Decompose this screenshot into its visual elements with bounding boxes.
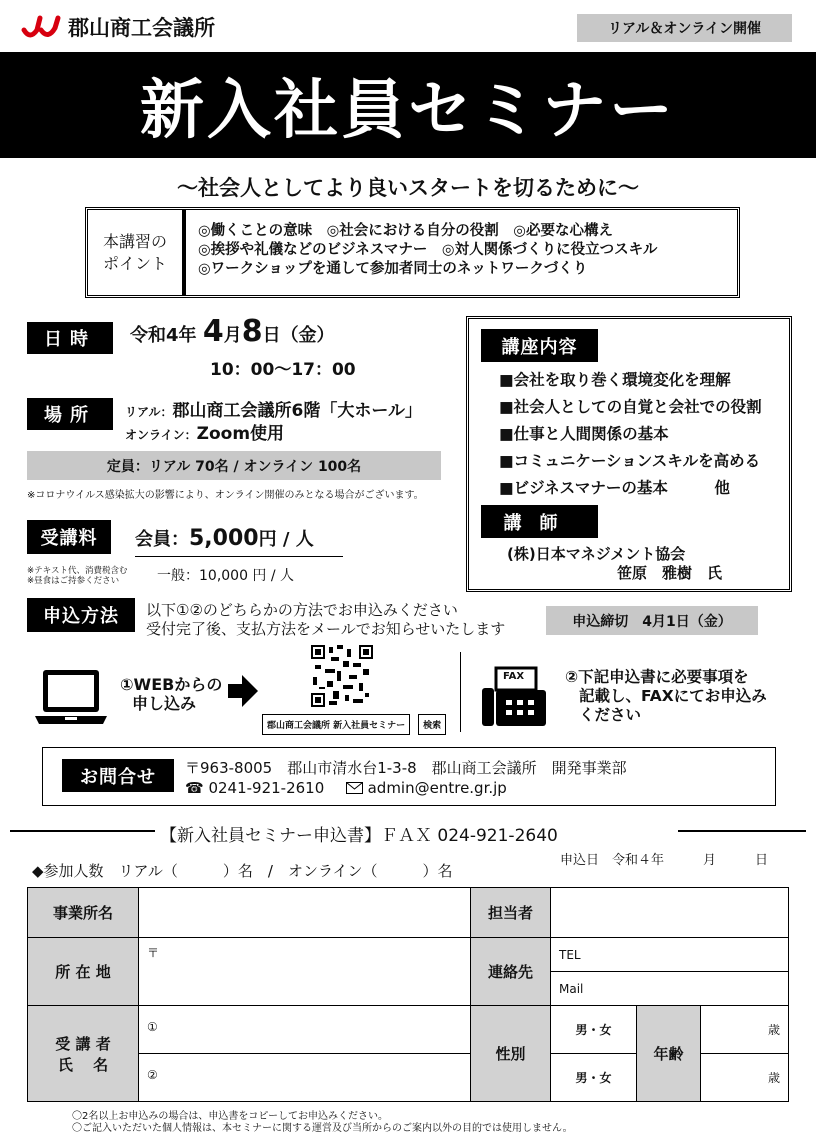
covid-note: ※コロナウイルス感染拡大の影響により、オンライン開催のみとなる場合がございます。 <box>27 490 424 501</box>
gender-label: 性別 <box>471 1006 551 1102</box>
course-list <box>499 367 762 502</box>
org-logo <box>20 12 215 42</box>
arrow-right-icon <box>228 675 258 707</box>
mail-field[interactable]: Mail <box>551 972 789 1006</box>
capacity: 定員：リアル 70名 / オンライン 100名 <box>27 451 441 480</box>
datetime-tag: 日時 <box>27 322 113 354</box>
general-fee: 一般：10,000 円 / 人 <box>157 568 295 584</box>
deadline: 申込締切 4月1日（金） <box>546 606 758 635</box>
apply-instructions: 以下①②のどちらかの方法でお申込みください 受付完了後、支払方法をメールでお知らせいたします <box>146 601 506 638</box>
contact-info <box>185 758 627 798</box>
hybrid-badge: リアル＆オンライン開催 <box>577 14 792 42</box>
web-apply: ①WEBからの 申し込み <box>120 675 223 713</box>
application-date[interactable]: 申込日 令和４年 月 日 <box>560 853 769 868</box>
search-input[interactable]: 郡山商工会議所 新入社員セミナー <box>262 714 410 735</box>
fax-apply: ②下記申込書に必要事項を 記載し、FAXにてお申込み ください <box>565 668 767 724</box>
form-title: 【新入社員セミナー申込書】ＦＡＸ 024-921-2640 <box>160 826 558 846</box>
venue-tag: 場所 <box>27 398 113 430</box>
divider <box>460 652 461 732</box>
key-point: ◎働くことの意味 ◎社会における自分の役割 ◎必要な心構え <box>198 223 613 239</box>
venue-info: リアル：郡山商工会議所6階「大ホール」 オンライン：Zoom使用 <box>125 401 423 444</box>
attendee-label: 受 講 者 氏 名 <box>28 1006 139 1102</box>
age-1-field[interactable]: 歳 <box>701 1006 789 1054</box>
course-item: ■仕事と人間関係の基本 <box>499 425 669 443</box>
course-item: ■コミュニケーションスキルを高める <box>499 452 761 470</box>
fee-tag: 受講料 <box>27 520 111 554</box>
qr-code-icon[interactable] <box>311 645 373 707</box>
event-time: 10：00～17：00 <box>210 360 356 380</box>
address-label: 所 在 地 <box>28 938 139 1006</box>
application-form <box>27 887 789 1102</box>
course-tag: 講座内容 <box>481 329 598 362</box>
person-label: 担当者 <box>471 888 551 938</box>
laptop-icon <box>35 668 107 726</box>
course-item: ■社会人としての自覚と会社での役割 <box>499 398 762 416</box>
contact-email[interactable]: admin@entre.gr.jp <box>367 779 507 797</box>
gender-1-field[interactable]: 男・女 <box>551 1006 637 1054</box>
fax-icon-label: FAX <box>503 671 525 682</box>
key-points-label: 本講習の ポイント <box>88 210 186 295</box>
fee-rule <box>135 556 343 557</box>
course-item: ■ビジネスマナーの基本 他 <box>499 479 730 497</box>
web-search-hint <box>262 714 446 735</box>
contact-phone: ☎ 0241-921-2610 <box>185 779 325 797</box>
course-box <box>466 316 792 592</box>
contact-tag: お問合せ <box>62 759 174 792</box>
search-button[interactable]: 検索 <box>418 714 446 735</box>
key-point: ◎ワークショップを通して参加者同士のネットワークづくり <box>198 261 588 277</box>
attendee-1-field[interactable]: ① <box>139 1006 471 1054</box>
age-2-field[interactable]: 歳 <box>701 1054 789 1102</box>
apply-tag: 申込方法 <box>27 598 135 632</box>
age-label: 年齢 <box>637 1006 701 1102</box>
office-label: 事業所名 <box>28 888 139 938</box>
contact-box <box>42 747 776 806</box>
attendee-2-field[interactable]: ② <box>139 1054 471 1102</box>
event-date: 令和4年 4月8日（金） <box>130 314 335 349</box>
instructor-info: (株)日本マネジメント協会 笹原 雅樹 氏 <box>507 545 723 582</box>
page-title: 新入社員セミナー <box>0 52 816 158</box>
address-field[interactable]: 〒 <box>139 938 471 1006</box>
contact-label: 連絡先 <box>471 938 551 1006</box>
office-field[interactable] <box>139 888 471 938</box>
fee-note: ※テキスト代、消費税含む ※昼食はご持参ください <box>27 566 128 586</box>
participant-count[interactable]: ◆参加人数 リアル（ ）名 / オンライン（ ）名 <box>32 862 453 880</box>
tel-field[interactable]: TEL <box>551 938 789 972</box>
key-points-box <box>85 207 740 298</box>
gender-2-field[interactable]: 男・女 <box>551 1054 637 1102</box>
contact-address: 〒963-8005 郡山市清水台1-3-8 郡山商工会議所 開発事業部 <box>185 759 627 777</box>
logo-icon <box>20 14 62 40</box>
mail-icon <box>346 782 363 794</box>
member-fee: 会員：5,000円 / 人 <box>135 526 314 551</box>
instructor-tag: 講師 <box>481 505 598 538</box>
footer-notes: 〇2名以上お申込みの場合は、申込書をコピーしてお申込みください。 〇ご記入いただいた個人情報は、本セミナーに関する運営及び当所からのご案内以外の目的では使用しません。 <box>72 1111 573 1134</box>
org-name: 郡山商工会議所 <box>68 16 215 40</box>
form-title-rule <box>678 830 806 832</box>
person-field[interactable] <box>551 888 789 938</box>
key-point: ◎挨拶や礼儀などのビジネスマナー ◎対人関係づくりに役立つスキル <box>198 242 658 258</box>
key-points-list <box>186 210 657 295</box>
course-item: ■会社を取り巻く環境変化を理解 <box>499 371 731 389</box>
subtitle: ～社会人としてより良いスタートを切るために～ <box>177 176 639 200</box>
form-title-rule <box>10 830 155 832</box>
